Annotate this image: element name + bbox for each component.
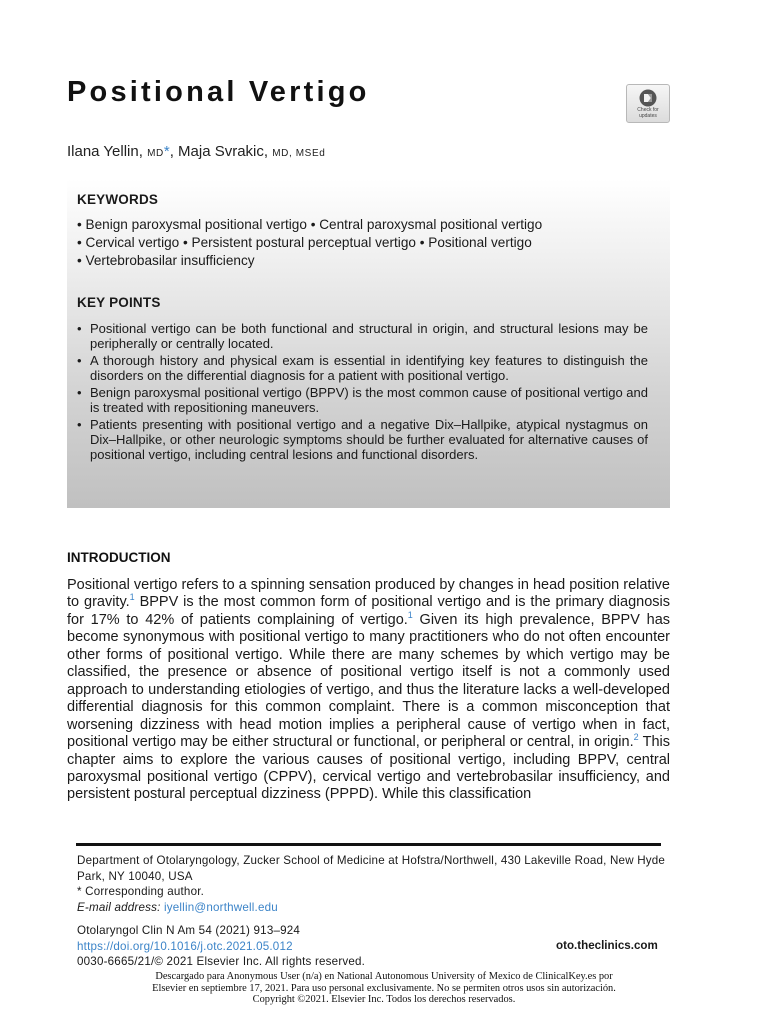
check-updates-icon bbox=[638, 88, 658, 108]
keywords-line: • Vertebrobasilar insufficiency bbox=[77, 253, 255, 268]
email-label: E-mail address: bbox=[77, 900, 161, 914]
email-link[interactable]: iyellin@northwell.edu bbox=[163, 900, 278, 914]
footer-divider bbox=[76, 843, 661, 846]
copyright-text: 0030-6665/21/© 2021 Elsevier Inc. All rights reserved. bbox=[77, 955, 366, 968]
affiliation-block bbox=[77, 853, 667, 915]
author-name: Ilana Yellin, bbox=[67, 143, 143, 160]
intro-text: Given its high prevalence, BPPV has become synonymous with positional vertigo to many practitioners who do not often encounter other forms of positional vertigo. While there are many schemes by which vertigo may be classified, the presence or absence of positional vertigo itself is not a commonly used approach to understanding etiologies of vertigo, and thus the literature lacks a well-developed differential diagnosis for this common complaint. There is a common misconception that worsening dizziness with head motion implies a peripheral cause of vertigo when in fact, positional vertigo may be either structural or functional, or peripheral or central, in origin. bbox=[67, 611, 671, 751]
author-list bbox=[67, 143, 325, 160]
key-points-heading: KEY POINTS bbox=[77, 295, 161, 310]
keywords-heading: KEYWORDS bbox=[77, 192, 159, 207]
check-for-updates-button[interactable] bbox=[626, 84, 670, 123]
keywords-line: • Cervical vertigo • Persistent postural perceptual vertigo • Positional vertigo bbox=[77, 235, 532, 250]
introduction-paragraph bbox=[67, 577, 670, 804]
article-title: Positional Vertigo bbox=[67, 76, 370, 108]
reference-link[interactable]: 2 bbox=[633, 732, 639, 743]
keywords-list bbox=[77, 216, 542, 270]
corresponding-note: * Corresponding author. bbox=[77, 885, 205, 898]
introduction-heading: INTRODUCTION bbox=[67, 550, 171, 565]
doi-link[interactable]: https://doi.org/10.1016/j.otc.2021.05.012 bbox=[77, 939, 293, 953]
key-point-item: • Positional vertigo can be both functional and structural in origin, and structural lesions may be peripherally or centrally located. bbox=[77, 321, 648, 351]
citation-text: Otolaryngol Clin N Am 54 (2021) 913–924 bbox=[77, 924, 301, 937]
keywords-line: • Benign paroxysmal positional vertigo • Central paroxysmal positional vertigo bbox=[77, 217, 543, 232]
intro-text: Positional vertigo refers to a spinning sensation produced by changes in head position relative to gravity. bbox=[67, 577, 670, 611]
author-degrees: MD bbox=[147, 148, 164, 159]
intro-text: This chapter aims to explore the various causes of positional vertigo, including BPPV, central paroxysmal positional vertigo (CPPV), cervical vertigo and vertebrobasilar insufficiency, and persistent postural perceptual dizziness (PPPD). While this classification bbox=[67, 734, 670, 803]
reference-link[interactable]: 1 bbox=[129, 592, 135, 603]
publication-info bbox=[77, 923, 365, 970]
key-point-item: • Patients presenting with positional vertigo and a negative Dix–Hallpike, atypical nystagmus on Dix–Hallpike, or other neurologic symptoms should be further evaluated for alternative causes of positional vertigo, including central lesions and functional disorders. bbox=[77, 417, 648, 462]
check-updates-line1: Check for bbox=[637, 107, 659, 113]
check-updates-line2: updates bbox=[639, 112, 657, 119]
author-degrees: MD, MSEd bbox=[272, 148, 326, 159]
author-separator: , bbox=[169, 143, 174, 160]
key-point-item: • Benign paroxysmal positional vertigo (BPPV) is the most common cause of positional vertigo and is treated with repositioning maneuvers. bbox=[77, 385, 648, 415]
intro-text: BPPV is the most common form of positional vertigo and is the primary diagnosis for 17% to 42% of patients complaining of vertigo. bbox=[67, 594, 671, 628]
journal-website: oto.theclinics.com bbox=[556, 939, 658, 952]
affiliation-text: Department of Otolaryngology, Zucker School of Medicine at Hofstra/Northwell, 430 Lakeville Road, New Hyde Park, NY 10040, USA bbox=[77, 854, 666, 883]
key-point-item: • A thorough history and physical exam is essential in identifying key features to distinguish the disorders on the differential diagnosis for a patient with positional vertigo. bbox=[77, 353, 648, 383]
keywords-keypoints-box bbox=[67, 179, 670, 508]
reference-link[interactable]: 1 bbox=[407, 610, 413, 621]
author-name: Maja Svrakic, bbox=[178, 143, 269, 160]
email-line bbox=[77, 900, 667, 916]
key-points-list bbox=[77, 321, 648, 464]
download-notice: Descargado para Anonymous User (n/a) en National Autonomous University of Mexico de ClinicalKey.es por Elsevier en septiembre 17, 2021. Para uso personal exclusivamente. No se permiten otros usos sin autorización. Copyright ©2021. Elsevier Inc. Todos los derechos reservados. bbox=[152, 971, 616, 1006]
corresponding-author-mark[interactable]: * bbox=[163, 143, 170, 160]
